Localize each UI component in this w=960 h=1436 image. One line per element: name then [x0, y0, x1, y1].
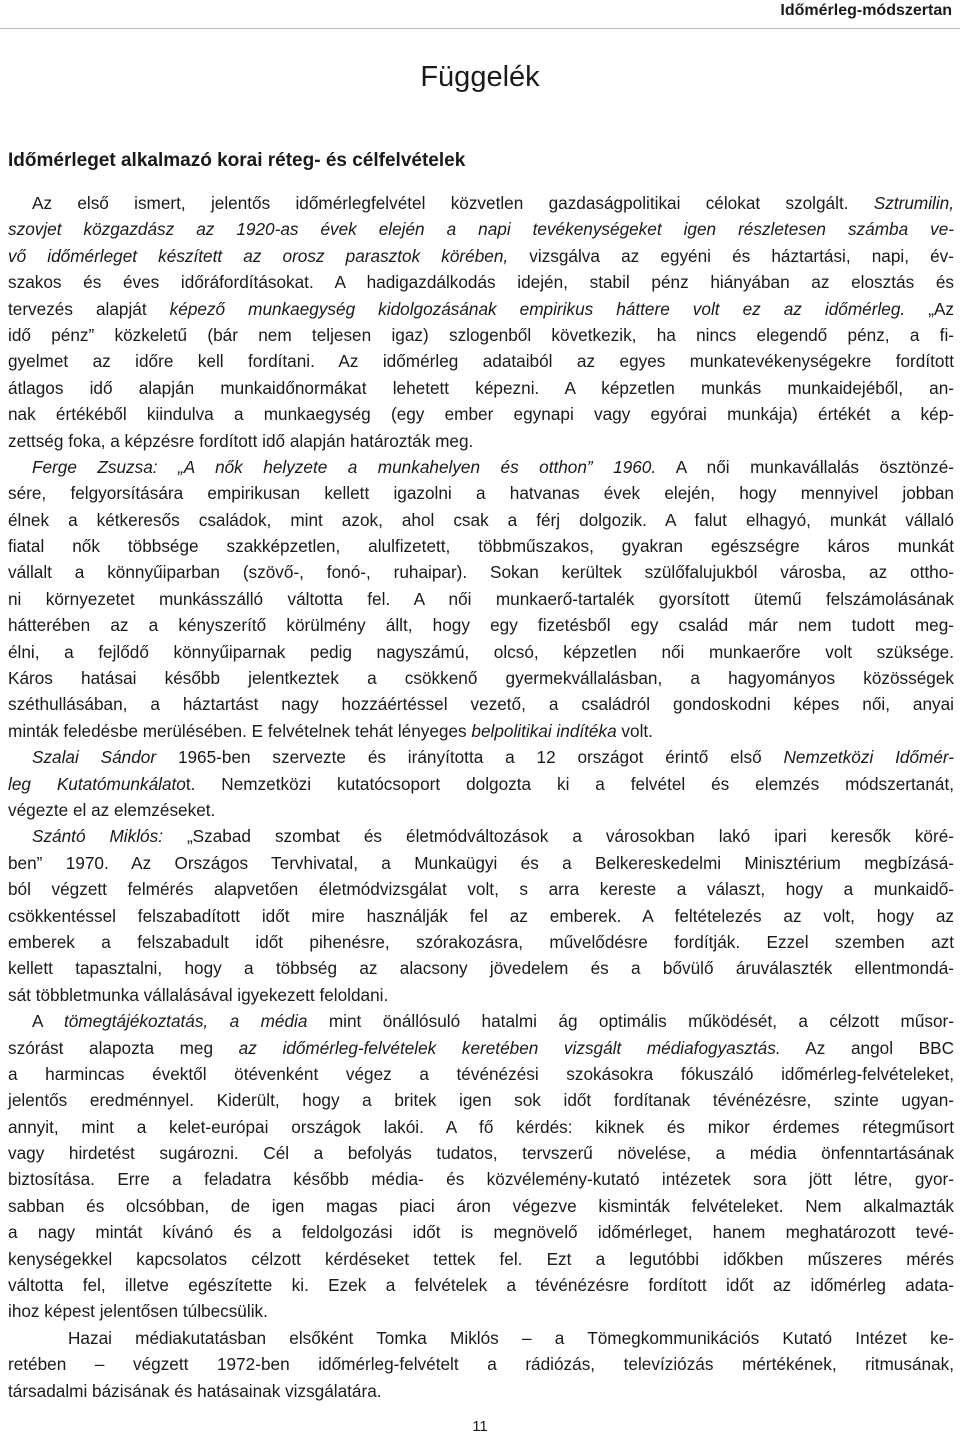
text-run: fiatal nők többsége szakképzetlen, alulfizetett, többműszakos, gyakran egészségre káros munkát — [8, 536, 954, 557]
text-line — [8, 718, 954, 744]
text-run: vállalt a könnyűiparban (szövő-, fonó-, ruhaipar). Sokan kerültek szülőfalujukból városba, az ottho- — [8, 562, 954, 583]
text-line — [8, 1035, 954, 1061]
text-line — [8, 1008, 954, 1034]
text-run: a nagy mintát kívánó és a feldolgozási időt is megnövelő időmérleget, hanem meghatározott tevé- — [8, 1222, 954, 1243]
text-line — [8, 665, 954, 691]
italic-text: Ferge Zsuzsa: „A nők helyzete a munkahelyen és otthon” 1960. — [32, 456, 657, 477]
body-text — [8, 190, 954, 1404]
text-line — [8, 612, 954, 638]
text-line — [8, 533, 954, 559]
text-line — [8, 1114, 954, 1140]
text-run: minták feledésbe merülésében. E felvételnek tehát lényeges — [8, 720, 472, 741]
italic-text: vő időmérleget készített az orosz parasztok körében, — [8, 245, 509, 266]
text-run: kellett tapasztalni, hogy a többség az alacsony jövedelem és a bővülő áruválaszték ellentmondá- — [8, 958, 954, 979]
italic-text: képező munkaegység kidolgozásának empirikus háttere volt ez az időmérleg. — [169, 298, 906, 319]
text-run: „Szabad szombat és életmódváltozások a városokban lakó ipari keresők köré- — [162, 826, 954, 847]
text-run: volt. — [616, 720, 653, 741]
text-line — [8, 1298, 954, 1324]
text-run: váltotta fel, illetve egészítette ki. Ezek a felvételek a tévénézésre fordított időt az időmérleg adata- — [8, 1275, 954, 1296]
text-run: annyit, mint a kelet-európai országok lakói. A fő kérdés: kiknek és mikor érdemes rétegműsort — [8, 1116, 954, 1137]
text-line — [8, 823, 954, 849]
text-line — [8, 401, 954, 427]
text-run: Káros hatásai később jelentkeztek a csökkenő gyermekvállalásban, a hagyományos közösségek — [8, 668, 954, 689]
page-title: Függelék — [420, 61, 540, 93]
text-line — [8, 1351, 954, 1377]
italic-text: Sztrumilin, — [873, 193, 954, 213]
text-line — [8, 216, 954, 242]
text-line — [8, 850, 954, 876]
text-run: zettség foka, a képzésre fordított idő alapján határozták meg. — [8, 430, 474, 451]
text-line — [8, 507, 954, 533]
text-line — [8, 243, 954, 269]
text-line — [8, 1325, 954, 1351]
running-header: Időmérleg-módszertan — [780, 2, 952, 19]
text-run: nak értékéből kiindulva a munkaegység (egy ember egynapi vagy egyórai munkája) értékét a kép- — [8, 404, 954, 425]
text-run: végezte el az elemzéseket. — [8, 799, 216, 820]
text-line — [8, 559, 954, 585]
text-line — [8, 296, 954, 322]
text-run: társadalmi bázisának és hatásainak vizsgálatára. — [8, 1380, 382, 1401]
text-run: A női munkavállalás ösztönzé- — [656, 456, 955, 477]
text-run: átlagos idő alapján munkaidőnormákat lehetett képezni. A képzetlen munkás munkaidejéből, an- — [8, 377, 954, 398]
text-line — [8, 639, 954, 665]
text-run: A — [32, 1011, 64, 1032]
text-line — [8, 771, 954, 797]
text-line — [8, 1061, 954, 1087]
text-run: sére, felgyorsítására empirikusan kellett igazolni a hatvanas évek elején, hogy mennyivel jobban — [8, 483, 954, 504]
italic-text: Szántó Miklós: — [32, 826, 163, 847]
text-run: hátterében az a kényszerítő körülmény állt, hogy egy fizetésből egy család már nem tudott meg- — [8, 615, 954, 636]
text-run: „Az — [905, 298, 954, 319]
text-line — [8, 929, 954, 955]
text-line — [8, 903, 954, 929]
text-run: ból végzett felmérés alapvetően életmódvizsgálat volt, s arra kereste a választ, hogy a munkaidő- — [8, 879, 954, 900]
text-run: sát többletmunka vállalásával igyekezett feloldani. — [8, 984, 389, 1005]
text-run: csökkentéssel felszabadított időt mire használják fel az emberek. A feltételezés az volt, hogy az — [8, 905, 954, 926]
text-run: retében – végzett 1972-ben időmérleg-felvételt a rádiózás, televíziózás mértékének, ritmusának, — [8, 1354, 954, 1375]
text-run: Az angol BBC — [780, 1037, 954, 1058]
text-line — [8, 1272, 954, 1298]
text-run: ben” 1970. Az Országos Tervhivatal, a Munkaügyi és a Belkereskedelmi Minisztérium megbízásá- — [8, 852, 954, 873]
text-run: emberek a felszabadult időt pihenésre, szórakozásra, művelődésre fordítják. Ezzel szemben azt — [8, 931, 954, 952]
text-run: ni környezetet munkásszálló váltotta fel. A női munkaerő-tartalék gyorsított ütemű felszámolásának — [8, 588, 954, 609]
text-run: t. Nemzetközi kutatócsoport dolgozta ki a felvétel és elemzés módszertanát, — [185, 773, 955, 794]
text-line — [8, 1087, 954, 1113]
italic-text: leg Kutatómunkálato — [8, 773, 186, 794]
text-run: ihoz képest jelentősen túlbecsülik. — [8, 1301, 268, 1322]
text-line — [8, 1140, 954, 1166]
text-line — [8, 1219, 954, 1245]
text-line — [8, 955, 954, 981]
text-line — [8, 454, 954, 480]
text-run: 1965-ben szervezte és irányította a 12 országot érintő első — [156, 747, 784, 768]
text-run: Az első ismert, jelentős időmérlegfelvétel közvetlen gazdaságpolitikai célokat szolgált. — [32, 193, 874, 213]
text-run: kenységekkel kapcsolatos célzott kérdéseket tettek fel. Ezt a legutóbbi időkben műszeres mérés — [8, 1248, 954, 1269]
italic-text: Szalai Sándor — [32, 747, 157, 768]
italic-text: az időmérleg-felvételek keretében vizsgált médiafogyasztás. — [238, 1037, 781, 1058]
text-line — [8, 586, 954, 612]
text-line — [8, 190, 954, 216]
text-run: széthullásában, a háztartást nagy hozzáértéssel vezető, a családról gondoskodni képes női, anyai — [8, 694, 954, 715]
text-line — [8, 876, 954, 902]
text-line — [8, 480, 954, 506]
header-divider — [0, 28, 960, 29]
text-line — [8, 1166, 954, 1192]
text-run: Hazai médiakutatásban elsőként Tomka Miklós – a Tömegkommunikációs Kutató Intézet ke- — [68, 1327, 954, 1348]
text-run: élnek a kétkeresős családok, mint azok, ahol csak a férj dolgozik. A falut elhagyó, munkát vállaló — [8, 509, 954, 530]
italic-text: tömegtájékoztatás, a média — [63, 1011, 308, 1032]
text-run: jelentős eredménnyel. Kiderült, hogy a britek igen sok időt fordítanak tévénézésre, szinte ugyan- — [8, 1090, 954, 1111]
text-run: idő pénz” közkeletű (bár nem teljesen igaz) szlogenből következik, ha nincs elegendő pénz, a fi- — [8, 324, 954, 345]
text-run: szórást alapozta meg — [8, 1037, 239, 1058]
italic-text: szovjet közgazdász az 1920-as évek elején a napi tevékenységeket igen részletesen számba ve- — [8, 219, 954, 240]
text-line — [8, 1246, 954, 1272]
text-line — [8, 982, 954, 1008]
text-line — [8, 797, 954, 823]
italic-text: belpolitikai indítéka — [471, 720, 617, 741]
text-line — [8, 691, 954, 717]
section-heading: Időmérleget alkalmazó korai réteg- és célfelvételek — [8, 150, 466, 171]
text-line — [8, 1378, 954, 1404]
text-line — [8, 744, 954, 770]
text-run: gyelmet az időre kell fordítani. Az időmérleg adataiból az egyes munkatevékenységekre fordított — [8, 351, 954, 372]
text-run: sabban és olcsóbban, de igen magas piaci áron végezve kisminták felvételeket. Nem alkalmazták — [8, 1195, 954, 1216]
text-run: vagy hirdetést sugározni. Cél a befolyás tudatos, tervszerű növelése, a média önfenntartásának — [8, 1143, 954, 1164]
text-line — [8, 1193, 954, 1219]
text-line — [8, 348, 954, 374]
text-run: a harmincas évektől ötévenként végez a tévénézési szokásokra fókuszáló időmérleg-felvételeket, — [8, 1063, 954, 1084]
text-line — [8, 269, 954, 295]
page-number: 11 — [472, 1418, 488, 1435]
text-line — [8, 322, 954, 348]
italic-text: Nemzetközi Időmér- — [783, 747, 955, 768]
text-run: vizsgálva az egyéni és háztartási, napi, év- — [508, 245, 954, 266]
text-run: élni, a fejlődő könnyűiparnak pedig nagyszámú, olcsó, képzetlen női munkaerőre volt szüksége. — [8, 641, 954, 662]
text-line — [8, 428, 954, 454]
text-run: szakos és éves időráfordításokat. A hadigazdálkodás idején, stabil pénz hiányában az elosztás és — [8, 272, 954, 293]
text-run: tervezés alapját — [8, 298, 170, 319]
text-run: biztosítása. Erre a feladatra később média- és közvélemény-kutató intézetek sora jött létre, gyor- — [8, 1169, 954, 1190]
text-run: mint önállósuló hatalmi ág optimális működését, a célzott műsor- — [307, 1011, 954, 1032]
text-line — [8, 375, 954, 401]
